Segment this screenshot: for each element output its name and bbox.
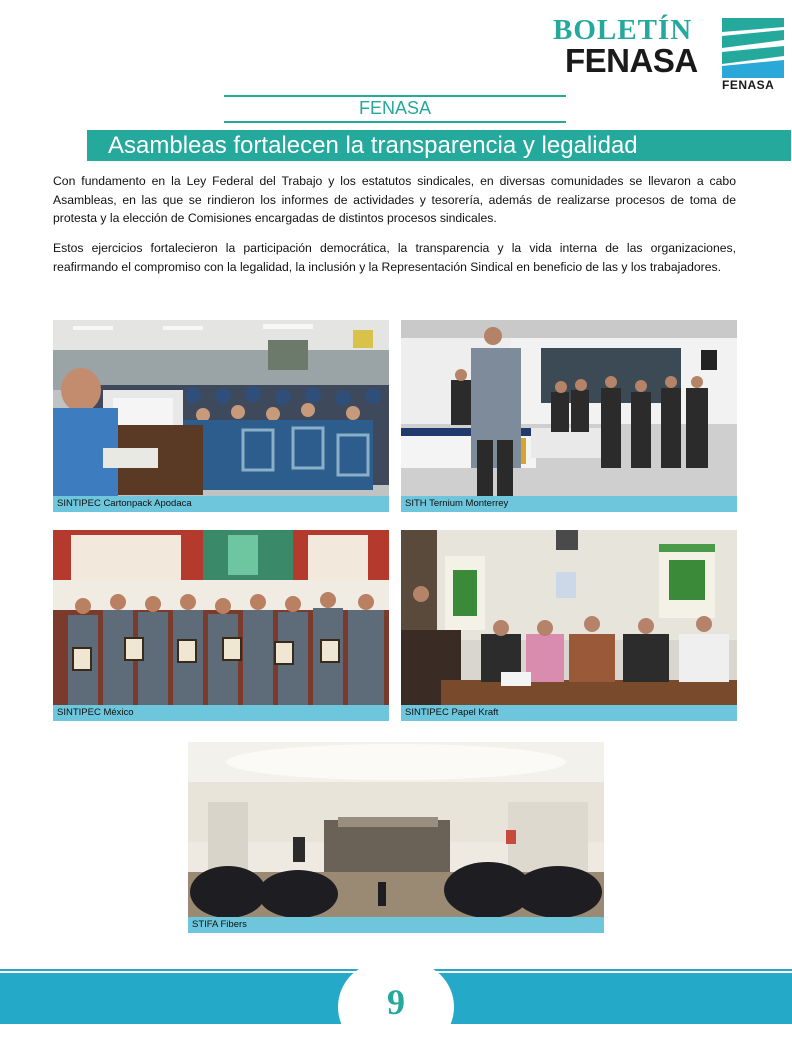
body-paragraph-1: Con fundamento en la Ley Federal del Trabajo y los estatutos sindicales, en diversas comunidades se llevaron a cabo Asambleas, en las que se rindieron los informes de actividades y tesorería, además de realizarse procesos de toma de protesta y la elección de Comisiones encargadas de distintos procesos sindicales. bbox=[53, 174, 736, 225]
caption-ternium-monterrey: SITH Ternium Monterrey bbox=[401, 496, 737, 512]
page-number: 9 bbox=[387, 982, 405, 1022]
logo-small-text: FENASA bbox=[722, 78, 775, 92]
photo-cartonpack-apodaca bbox=[53, 320, 389, 496]
photo-stifa-fibers bbox=[188, 742, 604, 917]
page-title: Asambleas fortalecen la transparencia y legalidad bbox=[108, 132, 638, 159]
caption-papel-kraft: SINTIPEC Papel Kraft bbox=[401, 705, 737, 721]
photo-papel-kraft bbox=[401, 530, 737, 705]
caption-cartonpack-apodaca: SINTIPEC Cartonpack Apodaca bbox=[53, 496, 389, 512]
photo-ternium-monterrey bbox=[401, 320, 737, 496]
logo-fenasa-text: FENASA bbox=[565, 42, 698, 79]
logo-boletin-text: BOLETÍN bbox=[553, 14, 693, 46]
body-paragraph-2: Estos ejercicios fortalecieron la participación democrática, la transparencia y la vida interna de las organizaciones, reafirmando el compromiso con la legalidad, la inclusión y la Representación Sindical en beneficio de las y los trabajadores. bbox=[53, 241, 736, 274]
caption-sintipec-mexico: SINTIPEC México bbox=[53, 705, 389, 721]
section-label: FENASA bbox=[358, 98, 432, 118]
caption-stifa-fibers: STIFA Fibers bbox=[188, 917, 604, 933]
fenasa-logo-icon bbox=[722, 16, 784, 80]
photo-sintipec-mexico bbox=[53, 530, 389, 705]
title-bar-accent bbox=[81, 130, 87, 161]
section-line-bottom bbox=[224, 121, 566, 123]
